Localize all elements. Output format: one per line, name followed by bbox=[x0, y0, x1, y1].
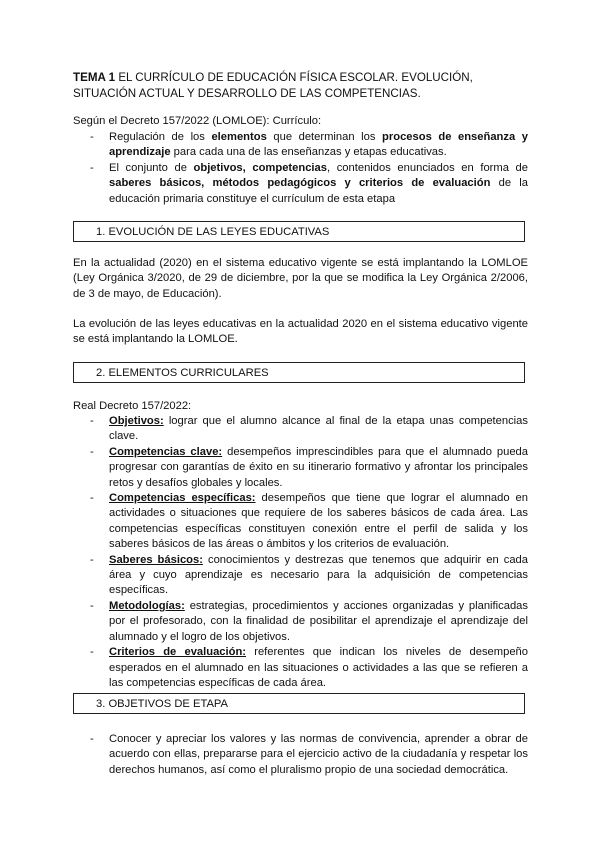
section-2-lead: Real Decreto 157/2022: bbox=[73, 400, 192, 412]
list-item bbox=[73, 414, 528, 445]
text-run: El conjunto de bbox=[109, 161, 194, 174]
list-item-text: estrategias, procedimientos y acciones organizadas y planificadas por el profesorado, con la finalidad de posibilitar el aprendizaje el aprendizaje del alumnado y el logro de los objetivos. bbox=[109, 599, 528, 643]
dash-bullet: - bbox=[90, 415, 94, 427]
text-run: de la educación primaria constituye el currículum de esta etapa bbox=[109, 177, 528, 205]
dash-bullet: - bbox=[90, 131, 94, 143]
list-item-term: Saberes básicos: bbox=[109, 553, 203, 566]
elements-list bbox=[73, 414, 528, 691]
text-run: que determinan los bbox=[266, 131, 383, 143]
list-item bbox=[73, 161, 528, 207]
list-item bbox=[73, 645, 528, 691]
text-run: , contenidos enunciados en forma de bbox=[326, 161, 528, 174]
list-item-term: Criterios de evaluación: bbox=[109, 646, 247, 659]
list-item-term: Competencias específicas: bbox=[109, 492, 256, 505]
dash-bullet: - bbox=[90, 599, 94, 612]
title-text: EL CURRÍCULO DE EDUCACIÓN FÍSICA ESCOLAR. EVOLUCIÓN, SITUACIÓN ACTUAL Y DESARROLLO DE LAS COMPETENCIAS. bbox=[73, 71, 473, 100]
title-tema: TEMA 1 bbox=[73, 71, 116, 84]
section-1-heading: 1. EVOLUCIÓN DE LAS LEYES EDUCATIVAS bbox=[73, 221, 525, 242]
dash-bullet: - bbox=[90, 161, 94, 174]
dash-bullet: - bbox=[90, 733, 94, 745]
list-item bbox=[73, 445, 528, 491]
list-item bbox=[73, 732, 528, 778]
objectives-list bbox=[73, 732, 528, 778]
intro-list bbox=[73, 130, 528, 207]
list-item-text: Conocer y apreciar los valores y las normas de convivencia, aprender a obrar de acuerdo con ellas, prepararse para el ejercicio activo de la ciudadanía y respetar los derechos humanos, así como el pluralismo propio de una sociedad democrática. bbox=[109, 733, 528, 776]
text-run: Regulación de los bbox=[109, 131, 212, 143]
list-item-term: Competencias clave: bbox=[109, 445, 223, 458]
list-item-term: Objetivos: bbox=[109, 415, 164, 427]
intro-lead: Según el Decreto 157/2022 (LOMLOE): Currículo: bbox=[73, 115, 322, 127]
list-item bbox=[73, 491, 528, 553]
document-title bbox=[73, 70, 533, 102]
bold-term: objetivos, competencias bbox=[193, 161, 327, 174]
dash-bullet: - bbox=[90, 445, 94, 458]
section-1-paragraph-1: En la actualidad (2020) en el sistema educativo vigente se está implantando la LOMLOE (Ley Orgánica 3/2020, de 29 de diciembre, por la que se modifica la Ley Orgánica 2/2006, de 3 de mayo, de Educación). bbox=[73, 257, 528, 300]
bold-term: elementos bbox=[211, 131, 267, 143]
list-item-text: desempeños imprescindibles para que el alumnado pueda progresar con garantías de éxito en su itinerario formativo y afrontar los principales retos y desafíos globales y locales. bbox=[109, 445, 528, 489]
list-item bbox=[73, 130, 528, 161]
list-item bbox=[73, 553, 528, 599]
bold-term: saberes básicos, métodos pedagógicos y criterios de evaluación bbox=[109, 177, 491, 190]
list-item-term: Metodologías: bbox=[109, 599, 185, 612]
section-1-paragraph-2: La evolución de las leyes educativas en la actualidad 2020 en el sistema educativo vigente se está implantando la LOMLOE. bbox=[73, 318, 528, 346]
list-item-text: lograr que el alumno alcance al final de la etapa unas competencias clave. bbox=[109, 415, 528, 443]
dash-bullet: - bbox=[90, 646, 94, 659]
dash-bullet: - bbox=[90, 553, 94, 566]
list-item-text: conocimientos y destrezas que tenemos que adquirir en cada área y cuyo aprendizaje es necesario para la adquisición de competencias específicas. bbox=[109, 553, 528, 597]
section-2-heading: 2. ELEMENTOS CURRICULARES bbox=[73, 362, 525, 383]
list-item bbox=[73, 599, 528, 645]
bold-term: procesos de enseñanza y aprendizaje bbox=[109, 131, 528, 159]
list-item-text: desempeños que tiene que lograr el alumnado en actividades o situaciones que requiere de los saberes básicos de cada área. Las competencias específicas constituyen conexión entre el perfil de salida y los saberes básicos de las áreas o ámbitos y los criterios de evaluación. bbox=[109, 492, 528, 551]
text-run: para cada una de las enseñanzas y etapas educativas. bbox=[170, 146, 447, 159]
dash-bullet: - bbox=[90, 492, 94, 505]
section-3-heading: 3. OBJETIVOS DE ETAPA bbox=[73, 693, 525, 714]
list-item-text: referentes que indican los niveles de desempeño esperados en el alumnado en las situaciones o actividades a las que se refieren a las competencias específicas de cada área. bbox=[109, 646, 528, 689]
